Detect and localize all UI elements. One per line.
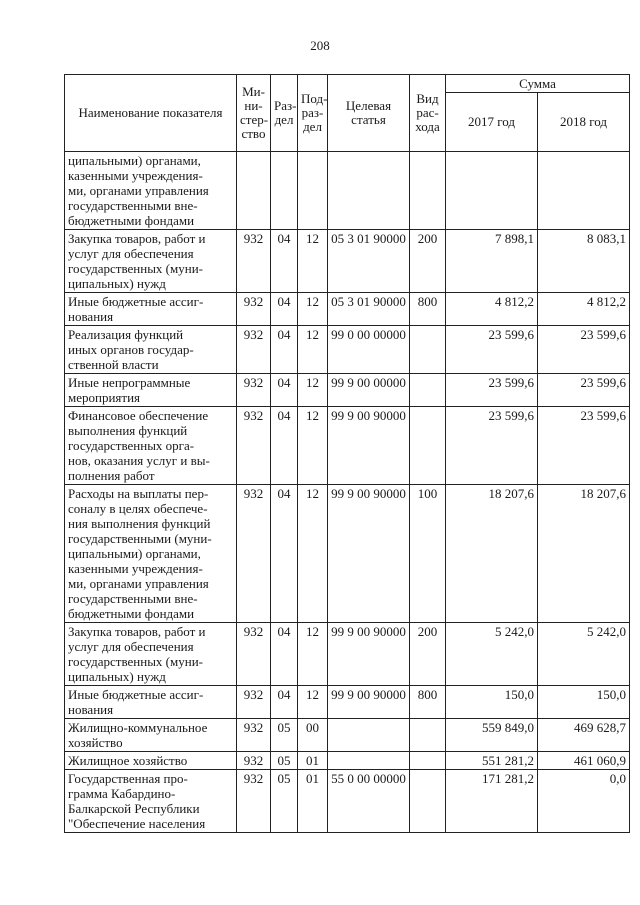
table-row (65, 152, 630, 230)
cell-ministry: 932 (237, 326, 271, 374)
cell-subsection: 12 (298, 293, 328, 326)
table-row (65, 326, 630, 374)
table-row (65, 293, 630, 326)
table-row (65, 752, 630, 770)
cell-2017: 551 281,2 (446, 752, 538, 770)
cell-2018: 18 207,6 (538, 485, 630, 623)
cell-2018: 0,0 (538, 770, 630, 833)
header-year-2018: 2018 год (538, 93, 630, 152)
table-body (65, 152, 630, 833)
cell-name: Жилищно-коммунальное хозяйство (65, 719, 237, 752)
cell-target: 99 9 00 00000 (328, 374, 410, 407)
cell-2018: 5 242,0 (538, 623, 630, 686)
cell-2017: 23 599,6 (446, 407, 538, 485)
cell-name: Финансовое обеспечение выполнения функций государственных орга- нов, оказания услуг и вы- полнения работ (65, 407, 237, 485)
cell-section: 04 (271, 230, 298, 293)
table-row (65, 374, 630, 407)
cell-ministry: 932 (237, 485, 271, 623)
budget-table (64, 74, 630, 833)
cell-2018: 23 599,6 (538, 374, 630, 407)
header-subsection: Под- раз- дел (298, 75, 328, 152)
cell-subsection (298, 152, 328, 230)
cell-expense-type (410, 752, 446, 770)
cell-ministry: 932 (237, 293, 271, 326)
cell-subsection: 01 (298, 752, 328, 770)
cell-2017 (446, 152, 538, 230)
cell-subsection: 12 (298, 326, 328, 374)
cell-name: Закупка товаров, работ и услуг для обеспечения государственных (муни- ципальных) нужд (65, 230, 237, 293)
cell-expense-type: 200 (410, 230, 446, 293)
cell-subsection: 12 (298, 374, 328, 407)
cell-2017: 7 898,1 (446, 230, 538, 293)
cell-name: Иные бюджетные ассиг- нования (65, 686, 237, 719)
cell-name: Иные бюджетные ассиг- нования (65, 293, 237, 326)
cell-target: 05 3 01 90000 (328, 293, 410, 326)
cell-target: 99 9 00 90000 (328, 407, 410, 485)
cell-section: 04 (271, 686, 298, 719)
cell-2018 (538, 152, 630, 230)
cell-ministry: 932 (237, 686, 271, 719)
cell-section: 04 (271, 293, 298, 326)
cell-expense-type (410, 152, 446, 230)
cell-expense-type: 800 (410, 686, 446, 719)
cell-name: Государственная про- грамма Кабардино- Балкарской Республики "Обеспечение населения (65, 770, 237, 833)
table-row (65, 770, 630, 833)
cell-target: 99 9 00 90000 (328, 485, 410, 623)
cell-section: 05 (271, 752, 298, 770)
cell-target: 99 9 00 90000 (328, 686, 410, 719)
cell-expense-type: 200 (410, 623, 446, 686)
cell-ministry: 932 (237, 770, 271, 833)
page-number: 208 (310, 38, 330, 53)
header-name: Наименование показателя (65, 75, 237, 152)
header-ministry: Ми- ни- стер- ство (237, 75, 271, 152)
table-row (65, 719, 630, 752)
cell-expense-type (410, 770, 446, 833)
cell-2018: 8 083,1 (538, 230, 630, 293)
cell-expense-type (410, 326, 446, 374)
cell-target (328, 719, 410, 752)
cell-ministry: 932 (237, 230, 271, 293)
cell-name: Реализация функций иных органов государ- ственной власти (65, 326, 237, 374)
cell-section: 04 (271, 326, 298, 374)
cell-2018: 461 060,9 (538, 752, 630, 770)
cell-section: 04 (271, 374, 298, 407)
cell-target: 99 0 00 00000 (328, 326, 410, 374)
cell-subsection: 00 (298, 719, 328, 752)
cell-2018: 23 599,6 (538, 407, 630, 485)
cell-target: 99 9 00 90000 (328, 623, 410, 686)
cell-section: 04 (271, 407, 298, 485)
cell-section: 04 (271, 485, 298, 623)
header-expense-type: Вид рас- хода (410, 75, 446, 152)
cell-2017: 5 242,0 (446, 623, 538, 686)
cell-expense-type (410, 719, 446, 752)
cell-subsection: 12 (298, 485, 328, 623)
cell-ministry (237, 152, 271, 230)
cell-2018: 150,0 (538, 686, 630, 719)
cell-2017: 4 812,2 (446, 293, 538, 326)
cell-2017: 23 599,6 (446, 326, 538, 374)
cell-2017: 23 599,6 (446, 374, 538, 407)
cell-expense-type (410, 407, 446, 485)
cell-2017: 18 207,6 (446, 485, 538, 623)
header-section: Раз- дел (271, 75, 298, 152)
cell-expense-type (410, 374, 446, 407)
cell-ministry: 932 (237, 374, 271, 407)
cell-name: ципальными) органами, казенными учреждения- ми, органами управления государственными вне- бюджетными фондами (65, 152, 237, 230)
cell-subsection: 01 (298, 770, 328, 833)
table-row (65, 686, 630, 719)
cell-ministry: 932 (237, 623, 271, 686)
table-row (65, 623, 630, 686)
cell-target (328, 752, 410, 770)
cell-ministry: 932 (237, 719, 271, 752)
cell-2017: 171 281,2 (446, 770, 538, 833)
table-row (65, 485, 630, 623)
cell-2017: 559 849,0 (446, 719, 538, 752)
cell-name: Закупка товаров, работ и услуг для обеспечения государственных (муни- ципальных) нужд (65, 623, 237, 686)
cell-section: 05 (271, 770, 298, 833)
table-row (65, 230, 630, 293)
table-row (65, 407, 630, 485)
cell-name: Расходы на выплаты пер- соналу в целях обеспече- ния выполнения функций государственными (муни- ципальными) органами, казенными учреждения- ми, органами управления государственными вне- бюджетными фондами (65, 485, 237, 623)
cell-expense-type: 800 (410, 293, 446, 326)
cell-name: Иные непрограммные мероприятия (65, 374, 237, 407)
table-header (65, 75, 630, 152)
header-target: Целевая статья (328, 75, 410, 152)
header-sum: Сумма (446, 75, 630, 93)
cell-section: 05 (271, 719, 298, 752)
cell-target: 55 0 00 00000 (328, 770, 410, 833)
cell-name: Жилищное хозяйство (65, 752, 237, 770)
cell-subsection: 12 (298, 686, 328, 719)
cell-target: 05 3 01 90000 (328, 230, 410, 293)
cell-ministry: 932 (237, 407, 271, 485)
cell-ministry: 932 (237, 752, 271, 770)
cell-section (271, 152, 298, 230)
cell-2018: 469 628,7 (538, 719, 630, 752)
cell-2017: 150,0 (446, 686, 538, 719)
cell-subsection: 12 (298, 623, 328, 686)
cell-section: 04 (271, 623, 298, 686)
cell-subsection: 12 (298, 230, 328, 293)
cell-expense-type: 100 (410, 485, 446, 623)
cell-2018: 23 599,6 (538, 326, 630, 374)
cell-2018: 4 812,2 (538, 293, 630, 326)
cell-subsection: 12 (298, 407, 328, 485)
header-year-2017: 2017 год (446, 93, 538, 152)
cell-target (328, 152, 410, 230)
